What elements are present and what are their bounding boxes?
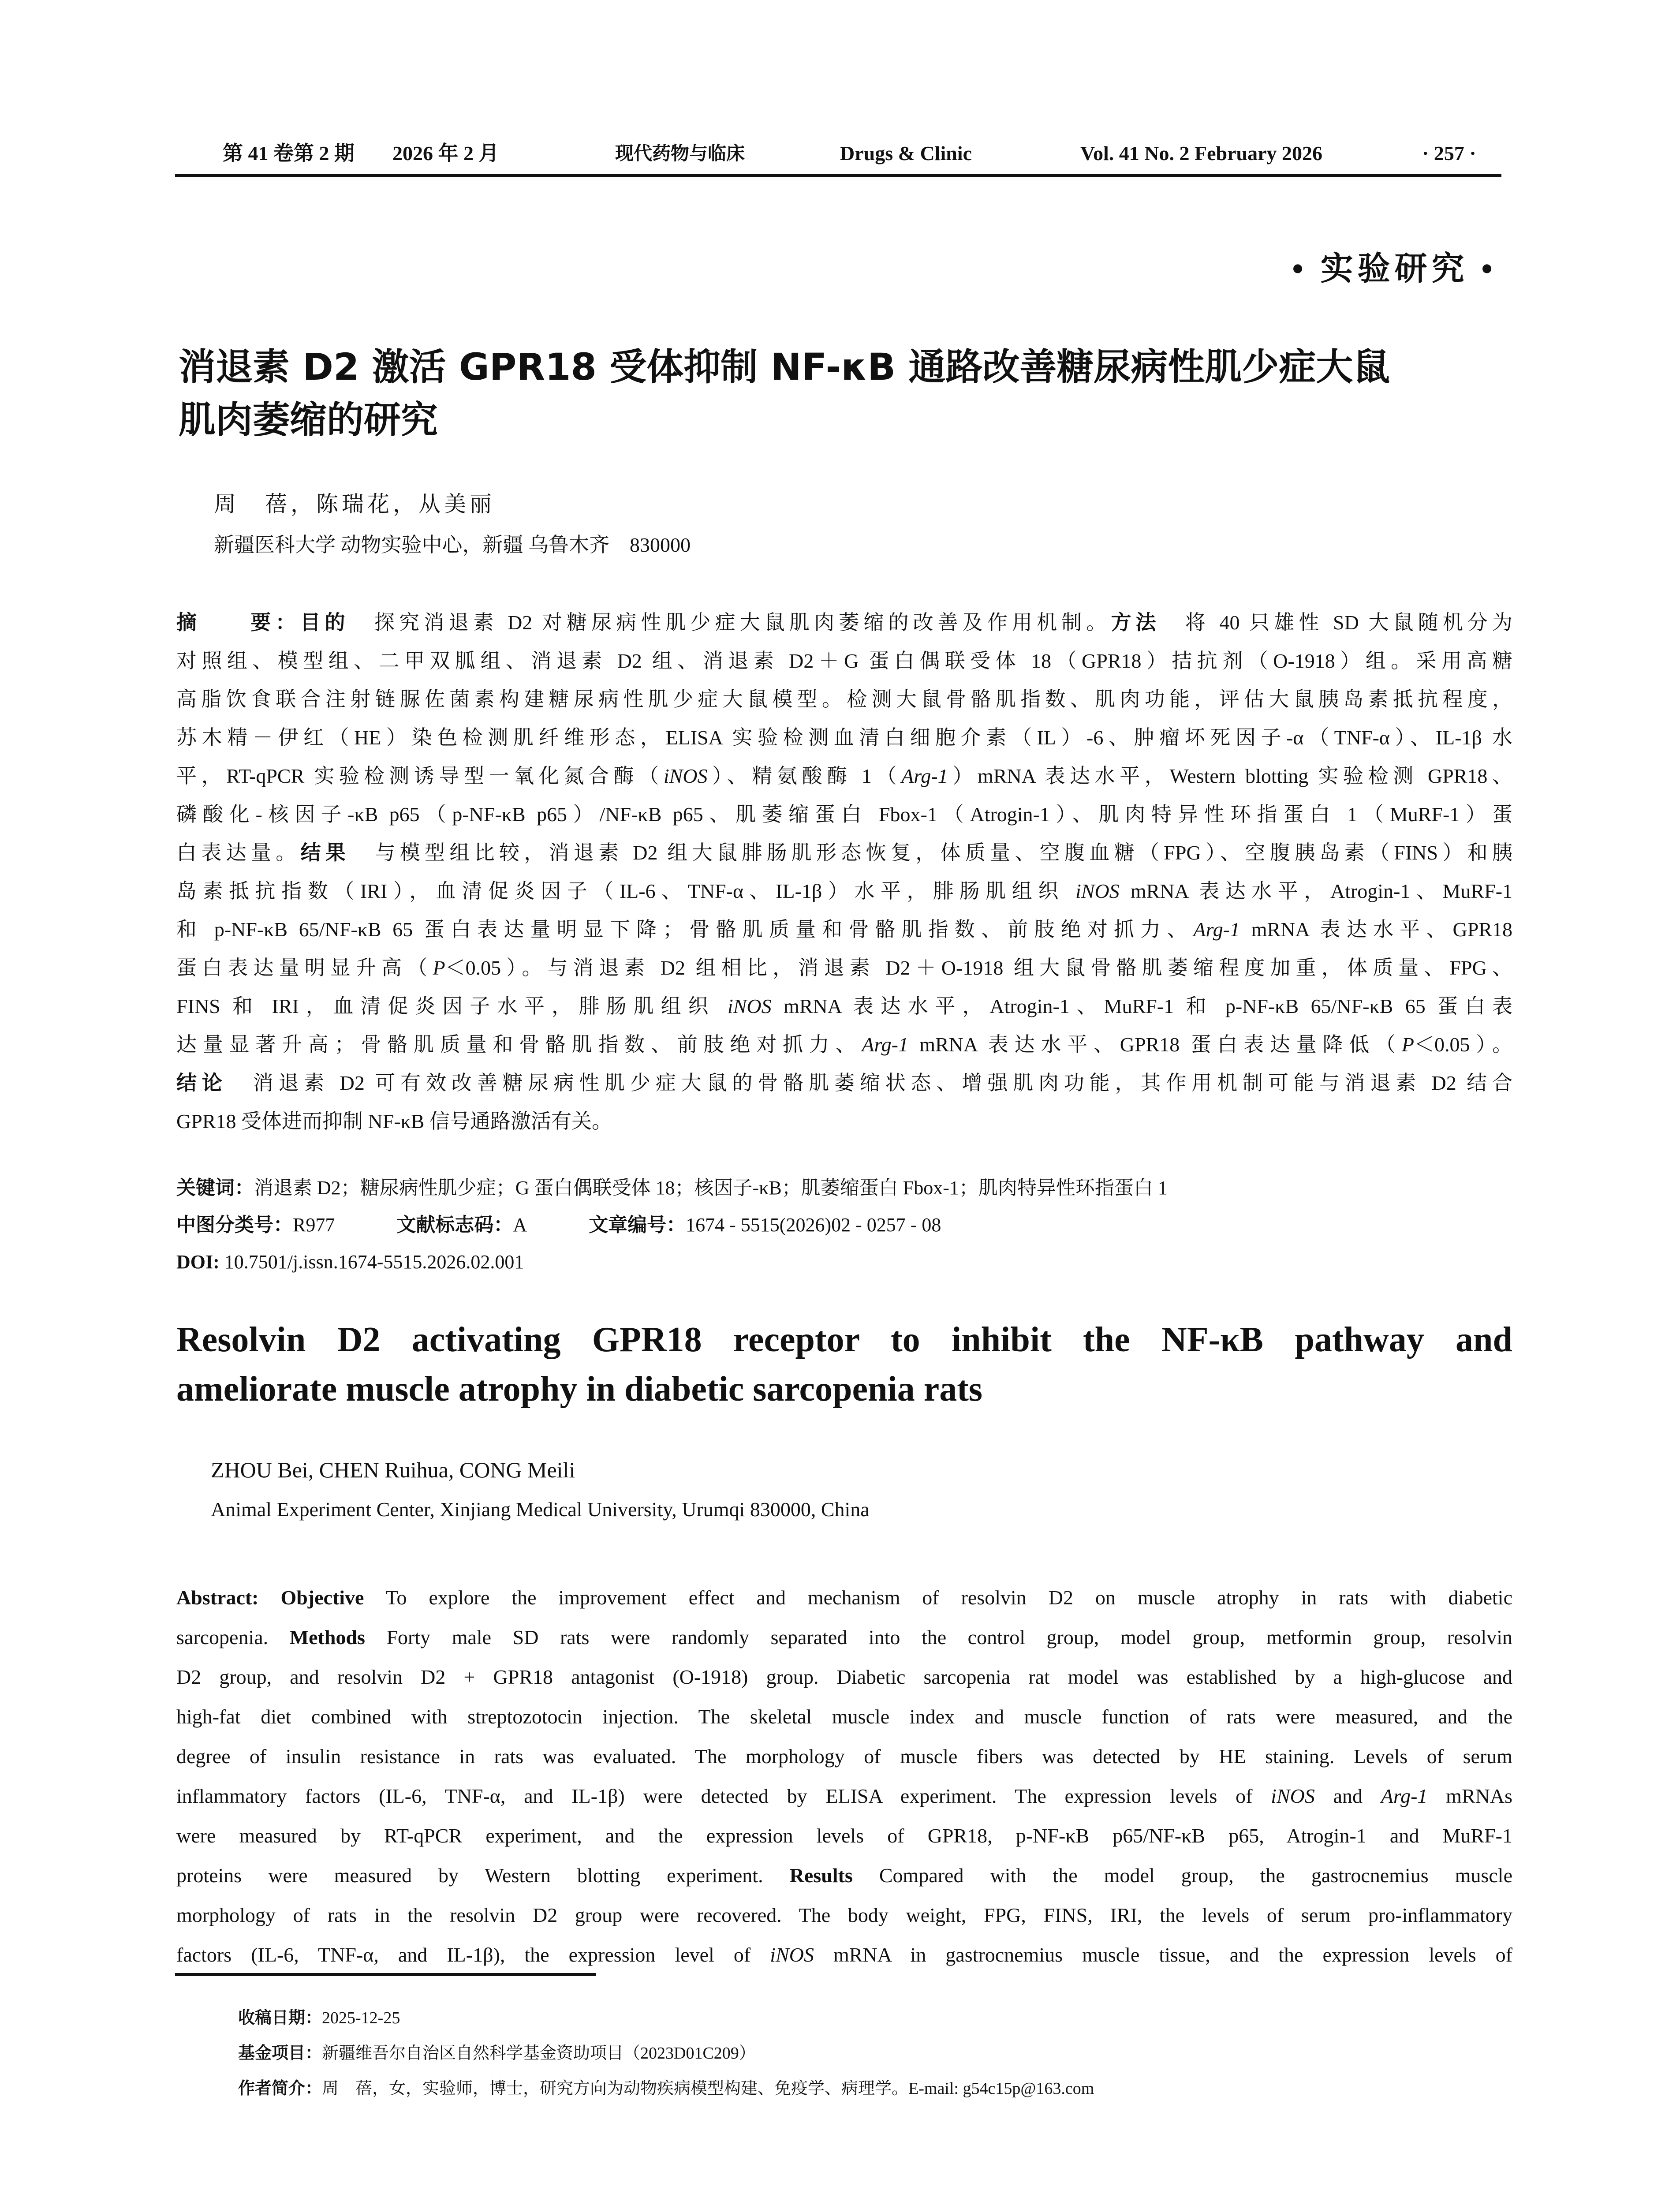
doc-code-value: A — [513, 1214, 527, 1236]
abstract-heading: 结论 — [176, 1072, 228, 1094]
received-label: 收稿日期： — [238, 2009, 322, 2027]
abstract-line — [176, 1816, 1512, 1856]
cn-title-line: 肌肉萎缩的研究 — [179, 398, 438, 441]
abstract-line — [176, 718, 1512, 757]
article-no-value: 1674 - 5515(2026)02 - 0257 - 08 — [686, 1214, 941, 1236]
fund-label: 基金项目： — [238, 2044, 322, 2063]
abstract-heading: Methods — [289, 1626, 365, 1648]
received-value: 2025-12-25 — [322, 2009, 400, 2027]
abstract-text: high-fat diet combined with streptozotocin injection. The skeletal muscle index and muscle function of rats were measured, and the — [176, 1705, 1512, 1728]
abstract-text: D2 group, and resolvin D2 + GPR18 antagonist (O-1918) group. Diabetic sarcopenia rat model was established by a high-glucose and — [176, 1666, 1512, 1688]
abstract-heading: 结果 — [300, 841, 351, 864]
abstract-gene-term: iNOS — [727, 995, 772, 1017]
header-journal-en: Drugs & Clinic — [840, 142, 972, 164]
abstract-line — [176, 642, 1512, 680]
abstract-text: factors (IL-6, TNF-α, and IL-1β), the expression level of — [176, 1943, 770, 1966]
header-date-cn: 2026 年 2 月 — [392, 142, 499, 164]
abstract-line — [176, 757, 1512, 795]
abstract-heading: 目的 — [300, 611, 350, 634]
abstract-text: proteins were measured by Western blotting experiment. — [176, 1864, 790, 1887]
cn-abstract — [176, 603, 1512, 1140]
cn-keywords — [176, 1170, 1512, 1207]
abstract-text: ）mRNA 表达水平，Western blotting 实验检测 GPR18、 — [948, 765, 1512, 787]
abstract-text: GPR18 受体进而抑制 NF-κB 信号通路激活有关。 — [176, 1110, 612, 1132]
doc-code-label: 文献标志码： — [396, 1214, 513, 1236]
abstract-text: 白表达量。 — [176, 841, 301, 864]
abstract-text: FINS 和 IRI，血清促炎因子水平，腓肠肌组织 — [176, 995, 728, 1017]
abstract-line — [176, 680, 1512, 718]
abstract-line — [176, 949, 1512, 987]
abstract-text: 磷酸化-核因子-κB p65（p-NF-κB p65）/NF-κB p65、肌萎缩蛋白 Fbox-1（Atrogin-1）、肌肉特异性环指蛋白 1（MuRF-1）蛋 — [176, 803, 1512, 826]
abstract-text: 和 p-NF-κB 65/NF-κB 65 蛋白表达量明显下降；骨骼肌质量和骨骼肌指数、前肢绝对抓力、 — [176, 918, 1194, 941]
cn-authors: 周 蓓，陈瑞花，从美丽 — [214, 492, 495, 516]
cn-meta — [176, 1170, 1512, 1281]
abstract-text: ＜0.05）。 — [1414, 1033, 1512, 1056]
abstract-gene-term: iNOS — [1271, 1785, 1315, 1807]
abstract-line — [176, 872, 1512, 910]
section-label: • 实验研究 • — [1292, 251, 1497, 287]
article-no-label: 文章编号： — [589, 1214, 686, 1236]
fund-value: 新疆维吾尔自治区自然科学基金资助项目（2023D01C209） — [322, 2044, 756, 2063]
header-rule — [175, 174, 1501, 177]
abstract-line — [176, 1618, 1512, 1657]
abstract-line — [176, 1697, 1512, 1737]
cn-affiliation: 新疆医科大学 动物实验中心，新疆 乌鲁木齐 830000 — [214, 534, 691, 556]
abstract-gene-term: iNOS — [663, 765, 708, 787]
abstract-text: mRNA 表达水平，Atrogin-1、MuRF-1 和 p-NF-κB 65/NF-κB 65 蛋白表 — [771, 995, 1512, 1017]
abstract-text: Forty male SD rats were randomly separated into the control group, model group, metformin group, resolvin — [365, 1626, 1512, 1648]
abstract-text: 将 40 只雄性 SD 大鼠随机分为 — [1160, 611, 1512, 634]
abstract-text: 岛素抵抗指数（IRI），血清促炎因子（IL-6、TNF-α、IL-1β）水平，腓肠肌组织 — [176, 880, 1075, 902]
abstract-text: inflammatory factors (IL-6, TNF-α, and IL-1β) were detected by ELISA experiment. The expression levels of — [176, 1785, 1271, 1807]
abstract-line — [176, 1856, 1512, 1895]
clc-value: R977 — [293, 1214, 335, 1236]
clc-label: 中图分类号： — [176, 1214, 293, 1236]
abstract-heading: 方法 — [1111, 611, 1161, 634]
abstract-line — [176, 910, 1512, 949]
abstract-text: morphology of rats in the resolvin D2 group were recovered. The body weight, FPG, FINS, IRI, the levels of serum pro-inflammatory — [176, 1904, 1512, 1926]
abstract-line — [176, 1657, 1512, 1697]
abstract-gene-term: Arg-1 — [862, 1033, 908, 1056]
abstract-text: 对照组、模型组、二甲双胍组、消退素 D2 组、消退素 D2＋G 蛋白偶联受体 18（GPR18）拮抗剂（O-1918）组。采用高糖 — [176, 650, 1512, 672]
abstract-text: To explore the improvement effect and mechanism of resolvin D2 on muscle atrophy in rats with diabetic — [364, 1586, 1512, 1609]
abstract-gene-term: iNOS — [770, 1943, 814, 1966]
abstract-label: 摘 要： — [176, 611, 300, 634]
abstract-heading: Results — [789, 1864, 853, 1887]
abstract-text: degree of insulin resistance in rats was evaluated. The morphology of muscle fibers was detected by HE staining. Levels of serum — [176, 1745, 1512, 1768]
abstract-gene-term: P — [1401, 1033, 1414, 1056]
abstract-text: mRNA 表达水平、GPR18 — [1240, 918, 1512, 941]
cn-classification — [176, 1207, 1512, 1244]
abstract-gene-term: Arg-1 — [1193, 918, 1240, 941]
abstract-text: and — [1314, 1785, 1381, 1807]
footnote-received — [238, 2000, 1094, 2036]
header-volume-issue-cn: 第 41 卷第 2 期 — [223, 142, 355, 164]
abstract-text: Compared with the model group, the gastrocnemius muscle — [852, 1864, 1512, 1887]
abstract-line — [176, 795, 1512, 833]
abstract-text: mRNAs — [1427, 1785, 1512, 1807]
en-title-line: ameliorate muscle atrophy in diabetic sarcopenia rats — [176, 1370, 982, 1409]
abstract-text: 高脂饮食联合注射链脲佐菌素构建糖尿病性肌少症大鼠模型。检测大鼠骨骼肌指数、肌肉功能，评估大鼠胰岛素抵抗程度， — [176, 688, 1512, 710]
en-authors: ZHOU Bei, CHEN Ruihua, CONG Meili — [211, 1458, 575, 1482]
footnote-bio — [238, 2071, 1094, 2106]
en-title-line: Resolvin D2 activating GPR18 receptor to inhibit the NF-κB pathway and — [176, 1320, 1512, 1359]
en-abstract — [176, 1578, 1512, 1975]
abstract-text: 蛋白表达量明显升高（ — [176, 957, 433, 979]
footnote-fund — [238, 2036, 1094, 2071]
abstract-text: mRNA 表达水平，Atrogin-1、MuRF-1 — [1119, 880, 1512, 902]
abstract-line — [176, 1776, 1512, 1816]
footnotes — [238, 2000, 1094, 2106]
cn-doi — [176, 1244, 1512, 1281]
abstract-text: sarcopenia. — [176, 1626, 290, 1648]
doi-label: DOI: — [176, 1251, 220, 1273]
en-affiliation: Animal Experiment Center, Xinjiang Medical University, Urumqi 830000, China — [211, 1498, 870, 1521]
header-volume-en: Vol. 41 No. 2 February 2026 — [1080, 142, 1323, 164]
abstract-gene-term: Arg-1 — [901, 765, 948, 787]
bio-label: 作者简介： — [238, 2079, 322, 2098]
footnote-rule — [175, 1973, 596, 1976]
abstract-line — [176, 1578, 1512, 1618]
abstract-text: 探究消退素 D2 对糖尿病性肌少症大鼠肌肉萎缩的改善及作用机制。 — [349, 611, 1111, 634]
abstract-line — [176, 1025, 1512, 1064]
bio-value: 周 蓓，女，实验师，博士，研究方向为动物疾病模型构建、免疫学、病理学。E-mail: g54c15p@163.com — [322, 2079, 1094, 2098]
cn-title — [179, 340, 1515, 446]
abstract-text: were measured by RT-qPCR experiment, and the expression levels of GPR18, p-NF-κB p65/NF-κB p65, Atrogin-1 and MuRF-1 — [176, 1824, 1512, 1847]
abstract-line — [176, 833, 1512, 872]
abstract-line — [176, 1935, 1512, 1975]
doi-link[interactable]: 10.7501/j.issn.1674-5515.2026.02.001 — [224, 1251, 524, 1273]
abstract-text: mRNA in gastrocnemius muscle tissue, and the expression levels of — [814, 1943, 1512, 1966]
abstract-text: 苏木精－伊红（HE）染色检测肌纤维形态，ELISA 实验检测血清白细胞介素（IL）-6、肿瘤坏死因子-α（TNF-α）、IL-1β 水 — [176, 726, 1512, 749]
abstract-gene-term: P — [433, 957, 445, 979]
abstract-text: 与模型组比较，消退素 D2 组大鼠腓肠肌形态恢复，体质量、空腹血糖（FPG）、空腹胰岛素（FINS）和胰 — [350, 841, 1512, 864]
abstract-gene-term: Arg-1 — [1381, 1785, 1428, 1807]
abstract-text: mRNA 表达水平、GPR18 蛋白表达量降低（ — [908, 1033, 1402, 1056]
abstract-text: 达量显著升高；骨骼肌质量和骨骼肌指数、前肢绝对抓力、 — [176, 1033, 862, 1056]
abstract-line — [176, 987, 1512, 1025]
en-title — [176, 1315, 1512, 1414]
abstract-line — [176, 1895, 1512, 1935]
abstract-heading: Abstract: Objective — [176, 1586, 364, 1609]
abstract-text: ）、精氨酸酶 1（ — [707, 765, 902, 787]
header-journal-cn: 现代药物与临床 — [615, 142, 745, 164]
abstract-text: 平，RT-qPCR 实验检测诱导型一氧化氮合酶（ — [176, 765, 664, 787]
abstract-text: 消退素 D2 可有效改善糖尿病性肌少症大鼠的骨骼肌萎缩状态、增强肌肉功能，其作用机制可能与消退素 D2 结合 — [227, 1072, 1512, 1094]
abstract-line — [176, 1102, 1512, 1140]
abstract-gene-term: iNOS — [1075, 880, 1120, 902]
header-page-number: · 257 · — [1422, 142, 1476, 164]
abstract-line — [176, 1737, 1512, 1776]
abstract-text: ＜0.05）。与消退素 D2 组相比，消退素 D2＋O-1918 组大鼠骨骼肌萎缩程度加重，体质量、FPG、 — [445, 957, 1512, 979]
cn-title-line: 消退素 D2 激活 GPR18 受体抑制 NF-κB 通路改善糖尿病性肌少症大鼠 — [179, 345, 1390, 389]
abstract-line — [176, 603, 1512, 642]
keywords-value: 消退素 D2；糖尿病性肌少症；G 蛋白偶联受体 18；核因子-κB；肌萎缩蛋白 Fbox-1；肌肉特异性环指蛋白 1 — [254, 1177, 1168, 1199]
keywords-label: 关键词： — [176, 1177, 254, 1199]
abstract-line — [176, 1064, 1512, 1102]
